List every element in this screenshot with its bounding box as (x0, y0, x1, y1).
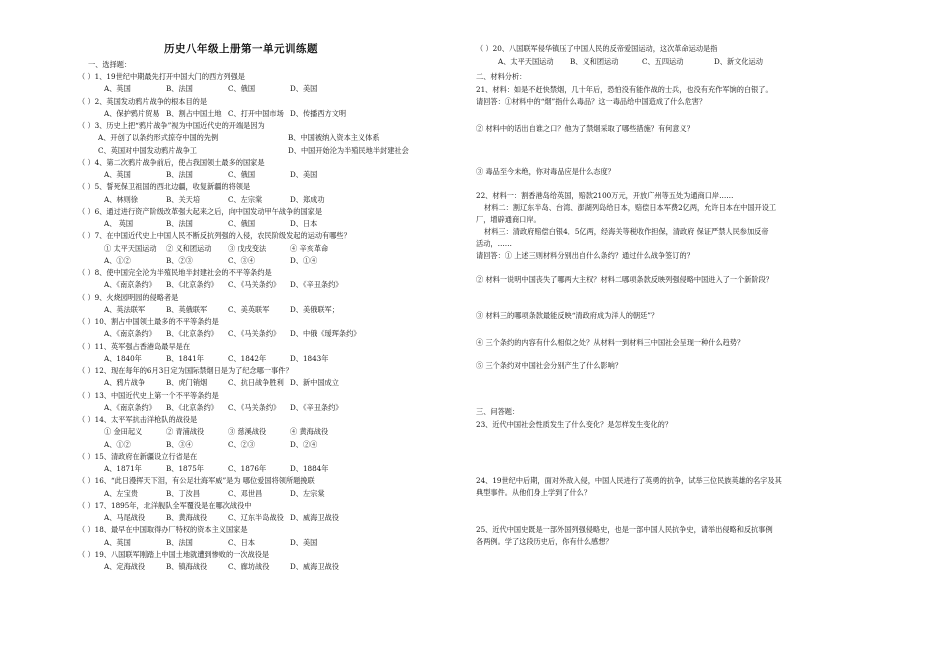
question-text (476, 311, 658, 320)
option-a: A、《南京条约》 (104, 280, 156, 290)
option-c: C、邓世昌 (228, 488, 263, 498)
question-text (78, 268, 272, 277)
question-text (78, 121, 265, 130)
option-a: ① 太平天国运动 (104, 243, 157, 253)
line-text: （ ）9、火烧园明园的侵略者是 (78, 292, 179, 302)
option-a: A、英法联军 (104, 304, 146, 314)
question-text (476, 251, 694, 260)
line-text: （ ）2、英国发动鸦片战争的根本目的是 (78, 96, 208, 106)
option-c: C、日本 (228, 537, 256, 547)
line-text: 材料三：清政府赔偿白银4．5亿两，经海关等税收作担保，清政府 保证严禁人民参加反帝 (484, 227, 769, 236)
option-a: ① 金田起义 (104, 427, 143, 437)
question-text (78, 97, 207, 106)
option-c: C、俄国 (228, 219, 256, 228)
option-c: C、左宗棠 (228, 194, 263, 204)
option-c: C、抗日战争胜利 (228, 378, 284, 388)
question-text (476, 124, 694, 133)
option-c: C、《马关条约》 (228, 329, 281, 339)
option-d: D、新中国成立 (290, 378, 339, 388)
line-text: C、英国对中国发动鸦片战争工 (98, 145, 197, 155)
question-text (476, 167, 615, 176)
question-text (476, 525, 773, 534)
line-text: （ ）5、誓死保卫祖国的西北边疆，收复新疆的将领是 (78, 182, 251, 192)
option-c: C、俄国 (228, 84, 256, 94)
question-text (98, 133, 380, 143)
line-text: ② 材料一说明中国丧失了哪两大主权？材料二哪项条款反映列强侵略中国进入了一个新阶段？ (476, 275, 773, 284)
option-a: A、马尾战役 (104, 513, 146, 522)
option-d: D、威海卫战役 (290, 562, 339, 571)
option-b: B、关天培 (166, 194, 201, 204)
question-text (78, 182, 250, 191)
option-b: B、②③ (166, 255, 193, 265)
line-text: ④ 三个条约的内容有什么相似之处？从材料一到材料三中国社会呈现一种什么趋势？ (476, 338, 745, 347)
line-text: ③ 材料三的哪项条款最能反映“清政府成为洋人的朝廷”？ (476, 311, 659, 320)
option-d: D、左宗棠 (290, 488, 325, 498)
option-c: C、美英联军 (228, 304, 270, 314)
question-text (476, 44, 717, 53)
question-text (78, 452, 197, 461)
option-d: D、威海卫战役 (290, 513, 339, 522)
question-text (476, 361, 622, 370)
line-text: （ ）20、八国联军侵华镇压了中国人民的反帝爱国运动，这次革命运动是指 (476, 44, 718, 53)
line-text: 三、问答题： (476, 407, 520, 416)
line-text: （ ）17、1895年，北洋舰队全军覆没是在哪次战役中 (78, 500, 252, 510)
option-c: C、②③ (228, 439, 256, 449)
line-text-secondary: B、中国被纳入资本主义体系 (288, 133, 380, 143)
option-d: ④ 辛亥革命 (290, 243, 329, 253)
option-b: B、法国 (166, 537, 193, 547)
option-b: ② 青浦战役 (166, 427, 205, 437)
question-text (476, 488, 591, 497)
line-text: 材料二：割辽东半岛、台湾、澎湖列岛给日本，赔偿日本军费2亿两，允许日本在中国开设工 (484, 203, 777, 212)
option-a: A、左宝贵 (104, 488, 138, 498)
option-a: A、定海战役 (104, 562, 146, 571)
option-b: B、英俄联军 (166, 304, 208, 314)
option-d: D、美俄联军； (290, 304, 339, 314)
line-text: 厂，增辟通商口岸。 (476, 215, 541, 224)
option-c: C、《马关条约》 (228, 402, 281, 412)
option-a: A、《南京条约》 (104, 329, 156, 339)
line-text: （ ）18、最早在中国取得办厂特权的资本主义国家是 (78, 525, 248, 535)
line-text: 21、材料：如是不赶快禁烟，几十年后，恐怕没有能作战的士兵，也没有充作军饷的白银了。 (476, 85, 773, 94)
option-a: A、1871年 (104, 464, 142, 473)
option-c: C、1842年 (228, 353, 267, 363)
line-text: （ ）14、太平军抗击洋枪队的战役是 (78, 415, 198, 424)
option-b: B、《北京条约》 (166, 280, 218, 290)
option-d: D、日本 (290, 219, 318, 228)
option-a: A、英国 (104, 170, 131, 179)
option-d: ④ 黄海战役 (290, 427, 329, 437)
option-a: A、鸦片战争 (104, 378, 146, 388)
line-text: （ ）12、现在每年的6月3日定为国际禁烟日是为了纪念哪一事件？ (78, 366, 293, 375)
option-d: D、《辛丑条约》 (290, 402, 343, 412)
question-text (78, 72, 245, 81)
option-a: A、 英国 (104, 219, 134, 228)
line-text: 典型事件。从他们身上学到了什么？ (476, 488, 592, 497)
line-text: （ ）1、19世纪中期最先打开中国大门的西方列强是 (78, 72, 245, 81)
option-c: C、俄国 (228, 170, 256, 179)
line-text: ⑤ 三个条约对中国社会分别产生了什么影响？ (476, 361, 623, 370)
option-c: C、③④ (228, 255, 256, 265)
line-text: 各两例。学了这段历史后，你有什么感想？ (476, 537, 613, 546)
question-text (78, 207, 322, 216)
question-text (476, 407, 519, 416)
line-text: 22、材料一：割香港岛给英国，赔款2100万元，开放广州等五处为通商口岸…… (476, 191, 734, 200)
option-a: A、太平天国运动 (498, 57, 554, 66)
option-b: B、义和团运动 (570, 57, 619, 66)
option-d: D、美国 (290, 84, 318, 94)
option-c: C、廊坊战役 (228, 562, 270, 571)
option-d: D、传播西方文明 (290, 108, 347, 118)
line-text: （ ）19、八国联军刚踏上中国土地就遭到惨败的一次战役是 (78, 549, 270, 559)
question-text (78, 158, 265, 167)
option-c: C、1876年 (228, 464, 267, 473)
question-text (78, 231, 351, 240)
line-text: （ ）7、在中国近代史上中国人民不断反抗列强的入侵，农民阶级发起的运动有哪些？ (78, 231, 351, 241)
line-text: （ ）4、第二次鸦片战争前后，使占我国领土最多的国家是 (78, 157, 265, 167)
option-a: A、保护鸦片贸易 (104, 108, 160, 118)
option-a: A、1840年 (104, 353, 142, 363)
option-b: B、法国 (166, 84, 193, 94)
question-text (476, 275, 773, 284)
line-text: 请回答：①材料中的“烟”指什么毒品？这一毒品给中国造成了什么危害？ (476, 97, 707, 106)
option-c: C、辽东半岛战役 (228, 513, 284, 522)
option-a: A、英国 (104, 84, 131, 94)
line-text: 25、近代中国史既是一部外国列强侵略史，也是一部中国人民抗争史，请举出侵略和反抗事例 (476, 525, 773, 534)
option-b: B、③④ (166, 439, 193, 449)
question-text (476, 537, 613, 546)
page-title: 历史八年级上册第一单元训练题 (164, 43, 318, 55)
line-text: ② 材料中的话出自谁之口？他为了禁烟采取了哪些措施？有何意义？ (476, 124, 694, 133)
question-text (78, 391, 219, 400)
question-text (484, 203, 776, 212)
option-d: D、美国 (290, 170, 318, 179)
question-text (78, 366, 293, 375)
option-b: B、《北京条约》 (166, 402, 218, 412)
option-d: D、1843年 (290, 353, 329, 363)
question-text (476, 420, 672, 429)
option-d: D、《辛丑条约》 (290, 280, 343, 290)
line-text: （ ）10、割占中国领土最多的不平等条约是 (78, 317, 219, 326)
option-b: B、法国 (166, 170, 193, 179)
line-text: （ ）13、中国近代史上第一个不平等条约是 (78, 390, 219, 400)
option-b: B、丁汝昌 (166, 488, 201, 498)
option-b: B、镇海战役 (166, 562, 208, 571)
line-text-secondary: D、中国开始沦为半殖民地半封建社会 (288, 145, 409, 155)
option-d: D、②④ (290, 439, 318, 449)
line-text: （ ）16、“此日漫挥天下泪，有公足壮海军威”是为 哪位爱国将领所题挽联 (78, 476, 315, 486)
option-b: B、1841年 (166, 353, 204, 363)
option-d: D、新文化运动 (714, 57, 763, 66)
line-text: 二、材料分析： (476, 72, 527, 81)
question-text (476, 72, 526, 81)
option-c: ③ 戊戌变法 (228, 243, 267, 253)
question-text (476, 97, 706, 106)
option-c: C、《马关条约》 (228, 280, 281, 290)
option-a: A、英国 (104, 537, 131, 547)
question-text (484, 227, 769, 236)
option-a: A、林则徐 (104, 194, 138, 204)
line-text: （ ）6、通过进行资产阶级改革强大起来之后，向中国发动甲午战争的国家是 (78, 206, 323, 216)
question-text (78, 317, 219, 326)
question-text (78, 293, 178, 302)
option-a: A、①② (104, 255, 131, 265)
option-c: C、五四运动 (642, 57, 684, 66)
question-text (78, 525, 248, 534)
line-text: A、开创了以条约形式掠夺中国的先例 (98, 133, 219, 143)
line-text: 23、近代中国社会性质发生了什么变化？是怎样发生变化的？ (476, 420, 673, 429)
option-c: C、打开中国市场 (228, 108, 284, 118)
line-text: ③ 毒品至今未绝，你对毒品应是什么态度？ (476, 167, 615, 176)
section-heading-choice: 一、选择题： (88, 60, 132, 69)
option-b: B、虎门销烟 (166, 378, 208, 388)
option-d: D、中俄《瑷珲条约》 (290, 329, 361, 339)
option-b: B、法国 (166, 219, 193, 228)
option-d: D、美国 (290, 537, 318, 547)
line-text: （ ）3、历史上把“鸦片战争”视为中国近代史的开端是因为 (78, 121, 265, 130)
option-c: ③ 慈溪战役 (228, 427, 267, 437)
option-b: B、《北京条约》 (166, 329, 218, 339)
option-a: A、①② (104, 439, 131, 449)
option-b: ② 义和团运动 (166, 243, 212, 253)
option-d: D、①④ (290, 255, 318, 265)
question-text (476, 476, 782, 485)
option-a: A、《南京条约》 (104, 402, 156, 412)
option-b: B、1875年 (166, 464, 204, 473)
option-d: D、郑成功 (290, 194, 325, 204)
question-text (78, 476, 315, 485)
option-b: B、黄海战役 (166, 513, 208, 522)
question-text (78, 550, 269, 559)
question-text (78, 415, 197, 424)
line-text: 请回答：① 上述三则材料分别出自什么条约？通过什么战争签订的？ (476, 251, 694, 260)
question-text (476, 338, 744, 347)
line-text: 24、19世纪中后期，面对外敌入侵，中国人民进行了英勇的抗争，试举三位民族英雄的名字及其 (476, 476, 782, 485)
line-text: （ ）15、清政府在新疆设立行省是在 (78, 451, 198, 461)
question-text (78, 342, 190, 351)
question-text (98, 145, 409, 155)
line-text: （ ）8、使中国完全沦为半殖民地半封建社会的不平等条约是 (78, 268, 272, 277)
question-text (476, 85, 773, 94)
question-text (78, 501, 251, 510)
question-text (476, 239, 512, 248)
option-b: B、割占中国土地 (166, 108, 222, 118)
question-text (476, 215, 541, 224)
line-text: 活动，…… (476, 239, 512, 248)
question-text (476, 191, 733, 200)
option-d: D、1884年 (290, 464, 329, 473)
line-text: （ ）11、英军强占香港岛最早是在 (78, 341, 191, 351)
